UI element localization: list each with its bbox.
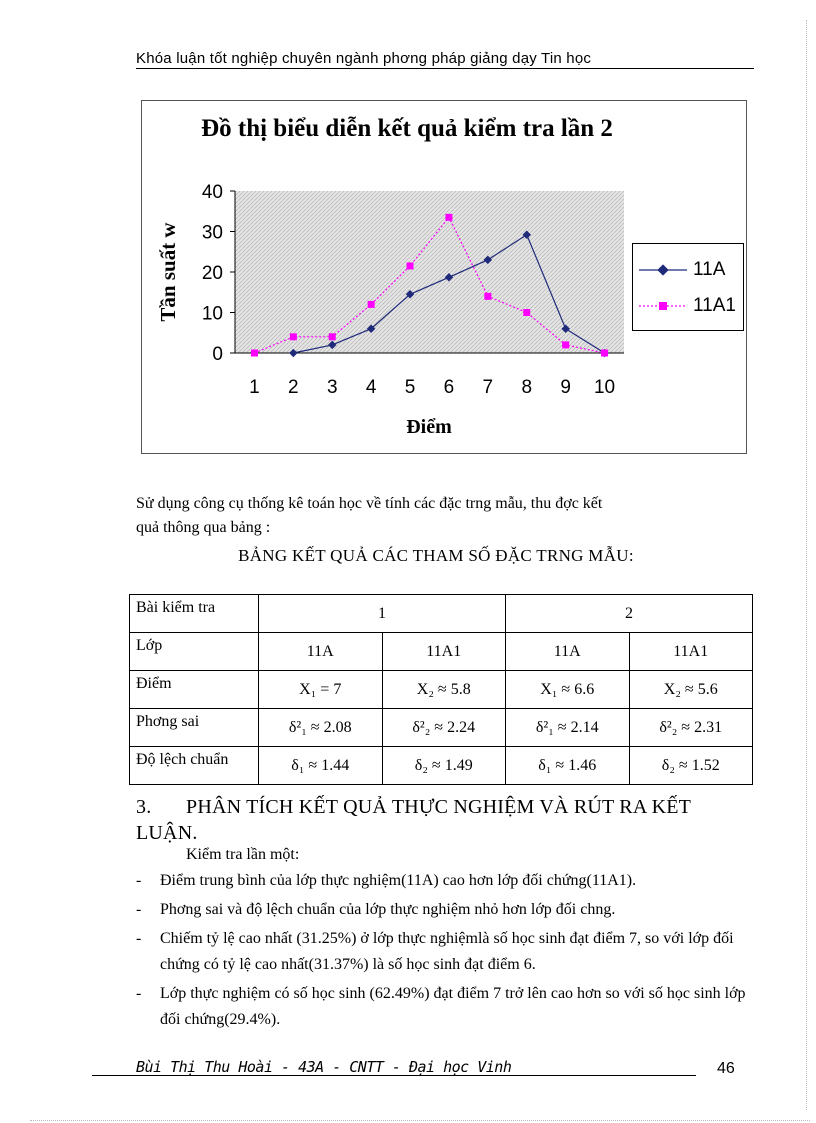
legend-label-11a: 11A <box>693 259 726 280</box>
list-item: - Điểm trung bình của lớp thực nghiệm(11A) cao hơn lớp đối chứng(11A1). <box>136 868 746 894</box>
row-label: Điểm <box>130 671 259 709</box>
data-point-11a1 <box>251 350 258 357</box>
table-cell: X₂ ≈ 5.8 <box>382 671 506 709</box>
intro-line-1: Sử dụng công cụ thống kê toán học về tính các đặc trng mẫu, thu đợc kết <box>136 495 603 512</box>
table-cell: δ₁ ≈ 1.46 <box>506 747 630 785</box>
table-cell: 11A <box>259 633 383 671</box>
row-label: Bài kiểm tra <box>130 595 259 633</box>
data-point-11a1 <box>523 309 530 316</box>
table-title: BẢNG KẾT QUẢ CÁC THAM SỐ ĐẶC TRNG MẪU: <box>238 546 634 565</box>
y-tick-label: 30 <box>201 222 223 244</box>
x-tick-label: 4 <box>365 377 377 398</box>
y-tick-label: 20 <box>201 263 223 284</box>
x-tick-label: 5 <box>404 377 416 398</box>
data-point-11a1 <box>445 214 452 221</box>
row-label: Độ lệch chuẩn <box>130 747 259 785</box>
table-cell: 11A1 <box>382 633 506 671</box>
table-row <box>130 709 753 747</box>
findings-list <box>136 868 746 1036</box>
subheading: Kiểm tra lần một: <box>186 846 300 863</box>
table-cell: δ²₁ ≈ 2.14 <box>506 709 630 747</box>
x-tick-label: 9 <box>560 377 571 398</box>
table-cell: 2 <box>506 595 753 633</box>
x-tick-label: 8 <box>521 377 533 398</box>
page-header: Khóa luận tốt nghiệp chuyên ngành phơng pháp giảng dạy Tin học <box>136 50 754 69</box>
bullet-dash: - <box>136 985 142 1002</box>
table-row <box>130 671 753 709</box>
table-cell: X₂ ≈ 5.6 <box>629 671 753 709</box>
table-cell: 1 <box>259 595 506 633</box>
page-edge-bottom <box>30 1120 810 1121</box>
page-edge-right <box>806 20 807 1110</box>
row-label: Phơng sai <box>130 709 259 747</box>
bullet-dash: - <box>136 901 142 918</box>
data-point-11a1 <box>484 293 491 300</box>
footer-author: Bùi Thị Thu Hoài - 43A - CNTT - Đại học Vinh <box>136 1058 512 1076</box>
page-number: 46 <box>717 1060 735 1077</box>
table-row <box>130 747 753 785</box>
table-cell: 11A <box>506 633 630 671</box>
intro-line-2: quả thông qua bảng : <box>136 519 271 536</box>
list-item: - Lớp thực nghiệm có số học sinh (62.49%) đạt điểm 7 trở lên cao hơn so với số học sinh lớp đối chứng(29.4%). <box>136 981 746 1033</box>
table-cell: 11A1 <box>629 633 753 671</box>
section-title: PHÂN TÍCH KẾT QUẢ THỰC NGHIỆM VÀ RÚT RA KẾT LUẬN. <box>136 796 691 844</box>
data-point-11a1 <box>290 333 297 340</box>
data-point-11a1 <box>601 350 608 357</box>
section-heading <box>136 794 736 846</box>
data-point-11a1 <box>407 262 414 269</box>
x-tick-label: 2 <box>288 377 299 398</box>
chart-legend <box>632 243 744 331</box>
chart-title: Đồ thị biểu diễn kết quả kiểm tra lần 2 <box>201 115 613 142</box>
table-row <box>130 595 753 633</box>
x-tick-label: 6 <box>443 377 455 398</box>
parameters-table <box>129 594 753 785</box>
legend-label-11a1: 11A1 <box>693 295 736 316</box>
data-point-11a1 <box>562 341 569 348</box>
list-item: - Phơng sai và độ lệch chuẩn của lớp thực nghiệm nhỏ hơn lớp đối chng. <box>136 897 746 923</box>
x-tick-label: 3 <box>326 377 338 398</box>
x-axis-label: Điểm <box>406 416 452 438</box>
line-chart <box>141 100 747 454</box>
legend-swatch-11a1 <box>639 300 687 312</box>
data-point-11a1 <box>329 333 336 340</box>
section-number: 3. <box>136 796 152 818</box>
table-cell: X₁ = 7 <box>259 671 383 709</box>
y-axis-label: Tần suất w <box>156 222 180 322</box>
y-tick-label: 10 <box>201 303 223 325</box>
list-item: - Chiếm tỷ lệ cao nhất (31.25%) ở lớp thực nghiệmlà số học sinh đạt điểm 7, so với lớp đối chứng có tỷ lệ cao nhất(31.37%) là số học sinh đạt điểm 6. <box>136 926 746 978</box>
legend-item-11a1 <box>639 294 736 318</box>
row-label: Lớp <box>130 633 259 671</box>
table-cell: δ₂ ≈ 1.49 <box>382 747 506 785</box>
x-tick-label: 1 <box>249 377 260 398</box>
data-point-11a1 <box>368 301 375 308</box>
bullet-dash: - <box>136 872 142 889</box>
legend-swatch-11a <box>639 264 687 276</box>
table-cell: δ²₂ ≈ 2.31 <box>629 709 753 747</box>
y-tick-label: 0 <box>212 344 223 365</box>
table-cell: X₁ ≈ 6.6 <box>506 671 630 709</box>
bullet-dash: - <box>136 930 142 947</box>
x-tick-label: 7 <box>482 377 494 398</box>
footer-divider <box>92 1075 696 1076</box>
table-cell: δ₁ ≈ 1.44 <box>259 747 383 785</box>
legend-item-11a <box>639 258 725 282</box>
table-cell: δ₂ ≈ 1.52 <box>629 747 753 785</box>
table-cell: δ²₂ ≈ 2.24 <box>382 709 506 747</box>
y-tick-label: 40 <box>201 182 223 203</box>
table-row <box>130 633 753 671</box>
table-cell: δ²₁ ≈ 2.08 <box>259 709 383 747</box>
x-tick-label: 10 <box>593 377 616 398</box>
